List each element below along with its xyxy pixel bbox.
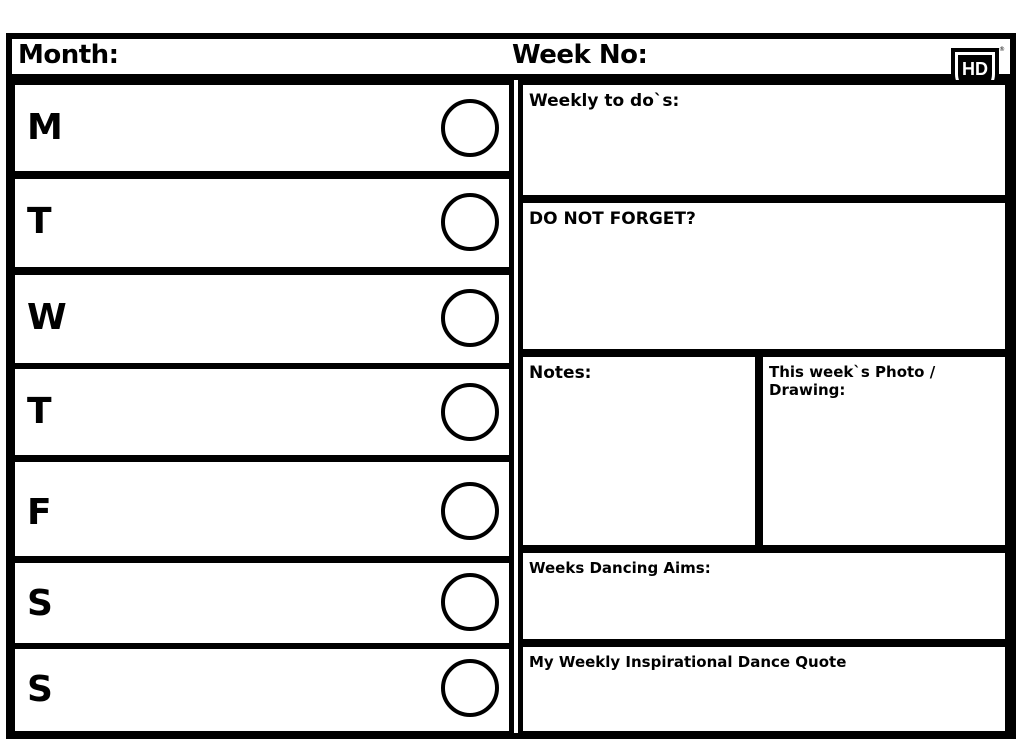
day-letter: S [27, 583, 53, 624]
month-label: Month: [18, 40, 119, 70]
day-letter: T [27, 201, 52, 242]
day-checkbox-circle[interactable] [441, 383, 499, 441]
day-letter: S [27, 669, 53, 710]
photo-drawing-label: This week`s Photo / Drawing: [769, 363, 936, 399]
day-checkbox-circle[interactable] [441, 289, 499, 347]
day-row-tuesday[interactable] [10, 174, 514, 272]
dancing-aims-panel[interactable] [518, 548, 1010, 644]
dance-quote-panel[interactable] [518, 642, 1010, 736]
weekly-todos-label: Weekly to do`s: [529, 91, 680, 111]
day-checkbox-circle[interactable] [441, 659, 499, 717]
notes-panel[interactable] [518, 352, 760, 550]
weekly-todos-panel[interactable] [518, 80, 1010, 200]
day-row-friday[interactable] [10, 457, 514, 561]
day-row-monday[interactable] [10, 80, 514, 176]
do-not-forget-panel[interactable] [518, 198, 1010, 354]
day-letter: T [27, 391, 52, 432]
photo-drawing-panel[interactable] [758, 352, 1010, 550]
day-checkbox-circle[interactable] [441, 99, 499, 157]
day-checkbox-circle[interactable] [441, 193, 499, 251]
dancing-aims-label: Weeks Dancing Aims: [529, 559, 711, 577]
day-letter: M [27, 107, 63, 148]
dance-quote-label: My Weekly Inspirational Dance Quote [529, 653, 847, 671]
day-checkbox-circle[interactable] [441, 573, 499, 631]
day-letter: W [27, 297, 67, 338]
day-row-thursday[interactable] [10, 364, 514, 460]
do-not-forget-label: DO NOT FORGET? [529, 209, 696, 229]
notes-label: Notes: [529, 363, 592, 383]
logo-text: HD [962, 59, 988, 79]
day-row-wednesday[interactable] [10, 270, 514, 368]
registered-mark: ® [999, 46, 1005, 53]
day-letter: F [27, 492, 52, 533]
day-row-saturday[interactable] [10, 558, 514, 648]
day-row-sunday[interactable] [10, 644, 514, 736]
day-checkbox-circle[interactable] [441, 482, 499, 540]
week-number-label: Week No: [512, 40, 648, 70]
